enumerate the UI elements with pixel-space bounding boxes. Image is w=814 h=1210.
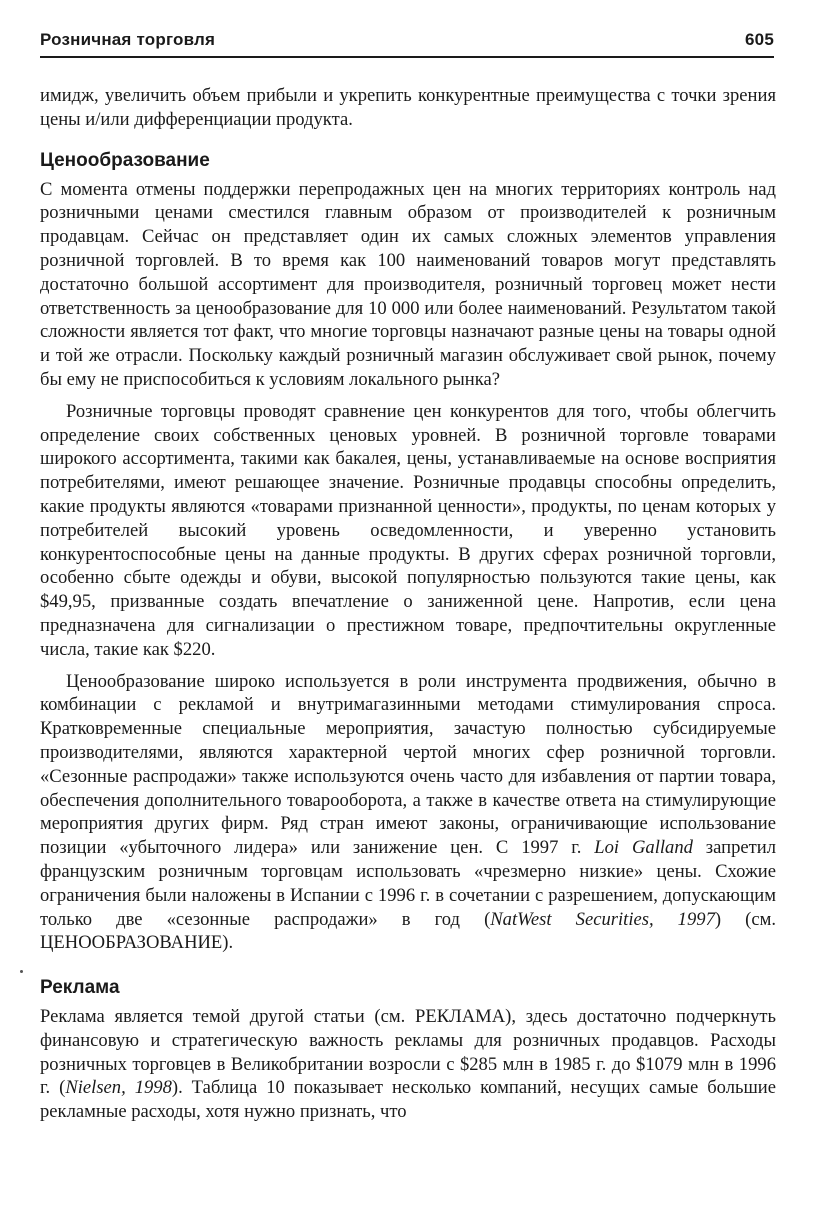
paragraph-pricing-2: Розничные торговцы проводят сравнение цен конкурентов для того, чтобы облегчить определение своих собственных ценовых уровней. В розничной торговле товарами широкого ассортимента, такими как бакалея, цены, устанавливаемые на основе восприятия потребителями, имеют решающее значение. Розничные продавцы способны определить, какие продукты являются «товарами признанной ценности», продукты, по ценам которых у потребителей высокий уровень осведомленности, и уверенно установить конкурентоспособные цены на данные продукты. В других сферах розничной торговли, особенно сбыте одежды и обуви, высокой популярностью пользуются такие цены, как $49,95, призванные создать впечатление о заниженной цене. Напротив, если цена предназначена для сигнализации о престижном товаре, предпочтительны округленные числа, такие как $220. — [40, 400, 776, 660]
running-header — [40, 30, 774, 58]
text-run: ) (см. ЦЕНООБРАЗОВАНИЕ). — [40, 908, 776, 954]
citation-nielsen: Nielsen, 1998 — [65, 1077, 172, 1099]
text-run: Ценообразование широко используется в роли инструмента продвижения, обычно в комбинации с рекламой и внутримагазинными методами стимулирования спроса. Кратковременные специальные мероприятия, зачастую полностью субсидируемые производителями, являются характерной чертой многих сфер розничной торговли. «Сезонные распродажи» также используются очень часто для избавления от партии товара, обеспечения дополнительного товарооборота, а также в качестве ответа на стимулирующие мероприятия других фирм. Ряд стран имеют законы, ограничивающие использование позиции «убыточного лидера» или занижение цен. С 1997 г. — [40, 670, 776, 859]
margin-speck — [20, 970, 23, 973]
header-section-title: Розничная торговля — [40, 30, 216, 49]
heading-advertising: Реклама — [40, 977, 120, 999]
text-run: Реклама является темой другой статьи (см. РЕКЛАМА), здесь достаточно подчеркнуть финансовую и стратегическую важность рекламы для розничных продавцов. Расходы розничных торговцев в Великобритании возросли с $285 млн в 1985 г. до $1079 млн в 1996 г. ( — [40, 1006, 776, 1099]
paragraph-pricing-3 — [40, 670, 776, 956]
page-body — [40, 84, 776, 1124]
header-page-number: 605 — [745, 30, 774, 49]
paragraph-advertising-1 — [40, 1005, 776, 1124]
text-run: ). Таблица 10 показывает несколько компаний, несущих самые большие рекламные расходы, хотя нужно признать, что — [40, 1077, 776, 1123]
paragraph-continued: имидж, увеличить объем прибыли и укрепить конкурентные преимущества с точки зрения цены и/или дифференциации продукта. — [40, 85, 776, 130]
italic-loi-galland: Loi Galland — [594, 837, 693, 859]
heading-pricing: Ценообразование — [40, 149, 210, 171]
citation-natwest: NatWest Securities, 1997 — [490, 908, 715, 930]
text-run: запретил французским розничным торговцам использовать «чрезмерно низкие» цены. Схожие ограничения были наложены в Испании с 1996 г. в сочетании с разрешением, допускающим только две «сезонные распродажи» в год ( — [40, 837, 776, 930]
paragraph-pricing-1: С момента отмены поддержки перепродажных цен на многих территориях контроль над розничными ценами сместился главным образом от производителей к розничным продавцам. Сейчас он представляет один их самых сложных элементов управления розничной торговлей. В то время как 100 наименований товаров могут представлять достаточно большой ассортимент для производителя, розничный торговец может нести ответственность за ценообразование для 10 000 или более наименований. Результатом такой сложности является тот факт, что многие торговцы назначают разные цены на товары одной и той же отрасли. Поскольку каждый розничный магазин обслуживает свой рынок, почему бы ему не приспособиться к условиям локального рынка? — [40, 178, 776, 390]
